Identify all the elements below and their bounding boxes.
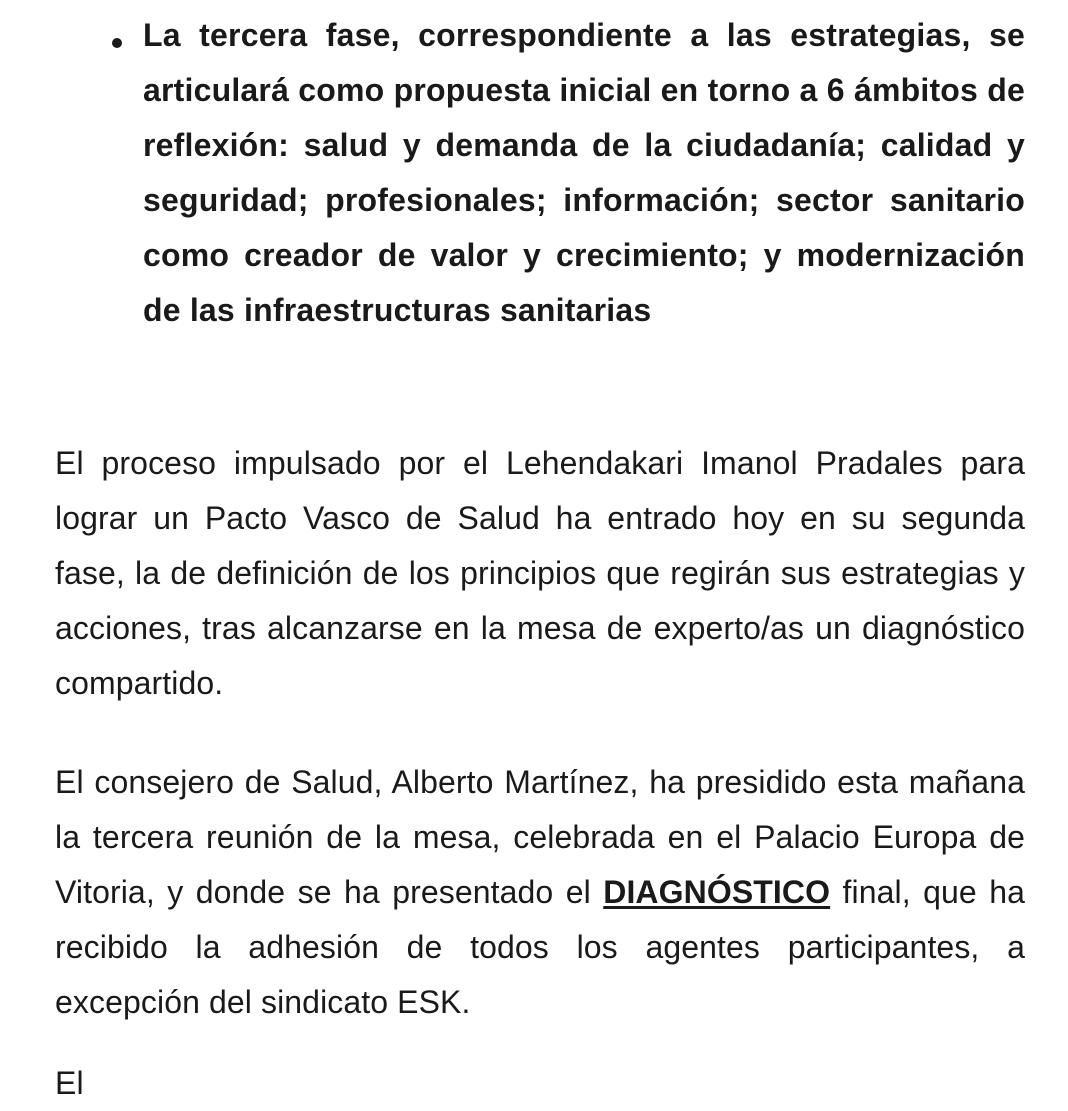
diagnostico-link[interactable]: DIAGNÓSTICO xyxy=(603,874,831,910)
paragraph-consejero-text-before: El consejero de Salud, Alberto Martínez, ha presidido esta mañana la tercera reunión de la mesa, celebrada en el Palacio Europa de Vitoria, y donde se ha presentado el xyxy=(55,764,1025,910)
bullet-text: La tercera fase, correspondiente a las estrategias, se articulará como propuesta inicial en torno a 6 ámbitos de reflexión: salud y demanda de la ciudadanía; calidad y seguridad; profesionales; información; sector sanitario como creador de valor y crecimiento; y modernización de las infraestructuras sanitarias xyxy=(143,17,1025,328)
paragraph-proceso: El proceso impulsado por el Lehendakari Imanol Pradales para lograr un Pacto Vasco de Salud ha entrado hoy en su segunda fase, la de definición de los principios que regirán sus estrategias y acciones, tras alcanzarse en la mesa de experto/as un diagnóstico compartido. xyxy=(55,445,1025,701)
paragraph-consejero-text-after: final, que ha recibido la adhesión de todos los agentes participantes, a excepción del sindicato ESK. xyxy=(55,874,1026,1020)
paragraph-consejero xyxy=(55,755,1025,1030)
bullet-marker xyxy=(112,38,122,48)
paragraph-partial: El xyxy=(55,1065,84,1101)
